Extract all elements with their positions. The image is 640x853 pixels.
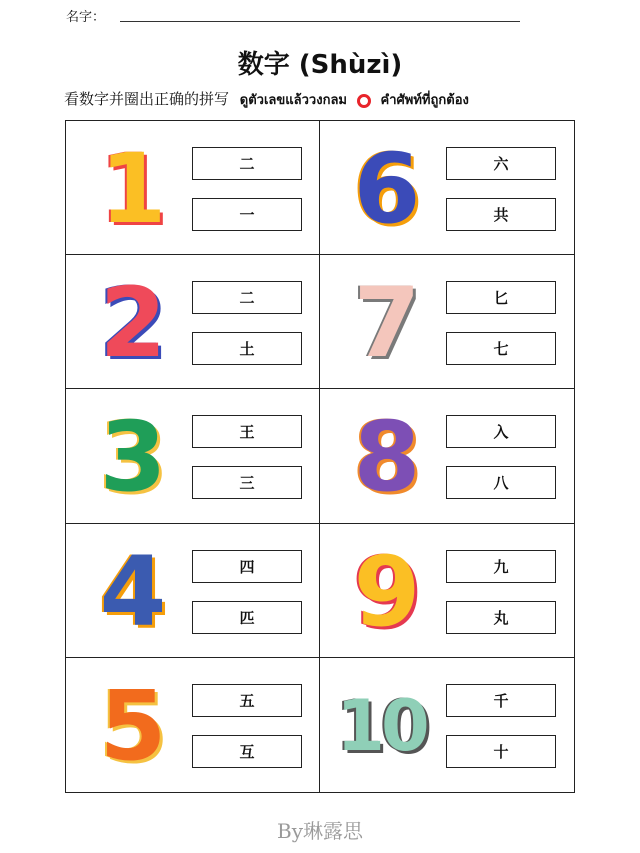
number-cell (66, 121, 320, 255)
option-box[interactable]: 七 (446, 332, 556, 365)
option-box[interactable]: 千 (446, 684, 556, 717)
option-box[interactable]: 匹 (192, 601, 302, 634)
number-graphic: 6 (353, 133, 421, 245)
option-box[interactable]: 五 (192, 684, 302, 717)
name-label: 名字： (66, 10, 106, 25)
number-graphic: 2 (99, 267, 167, 380)
option-box[interactable]: 十 (446, 735, 556, 768)
number-cell (66, 389, 320, 523)
worksheet-grid (65, 120, 575, 793)
option-box[interactable]: 一 (192, 198, 302, 231)
instruction (64, 88, 469, 110)
instruction-th-before: ดูตัวเลขแล้ววงกลม (239, 93, 347, 108)
option-box[interactable]: 王 (192, 415, 302, 448)
option-box[interactable]: 共 (446, 198, 556, 231)
number-graphic: 3 (99, 401, 167, 514)
number-graphic: 10 (336, 684, 426, 767)
number-cell (320, 121, 574, 255)
number-graphic: 7 (353, 267, 421, 380)
instruction-th-after: คำศัพท์ที่ถูกต้อง (380, 93, 469, 108)
option-box[interactable]: 土 (192, 332, 302, 365)
number-graphic: 9 (353, 535, 421, 648)
option-box[interactable]: 三 (192, 466, 302, 499)
option-box[interactable]: 入 (446, 415, 556, 448)
author-credit: By琳露思 (277, 819, 363, 843)
option-box[interactable]: 二 (192, 147, 302, 180)
option-box[interactable]: 九 (446, 550, 556, 583)
number-cell (320, 658, 574, 792)
number-graphic: 1 (99, 133, 167, 245)
number-graphic: 5 (99, 669, 167, 782)
circle-icon (357, 94, 371, 108)
number-cell (66, 255, 320, 389)
option-box[interactable]: 丸 (446, 601, 556, 634)
number-graphic: 4 (99, 535, 167, 648)
option-box[interactable]: 二 (192, 281, 302, 314)
option-box[interactable]: 六 (446, 147, 556, 180)
option-box[interactable]: 匕 (446, 281, 556, 314)
name-line[interactable] (120, 21, 520, 22)
number-graphic: 8 (353, 401, 421, 514)
page-title: 数字 (Shùzì) (237, 50, 403, 80)
option-box[interactable]: 八 (446, 466, 556, 499)
option-box[interactable]: 互 (192, 735, 302, 768)
option-box[interactable]: 四 (192, 550, 302, 583)
number-cell (66, 524, 320, 658)
instruction-zh: 看数字并圈出正确的拼写 (64, 90, 230, 108)
number-cell (320, 524, 574, 658)
number-cell (320, 389, 574, 523)
number-cell (66, 658, 320, 792)
number-cell (320, 255, 574, 389)
